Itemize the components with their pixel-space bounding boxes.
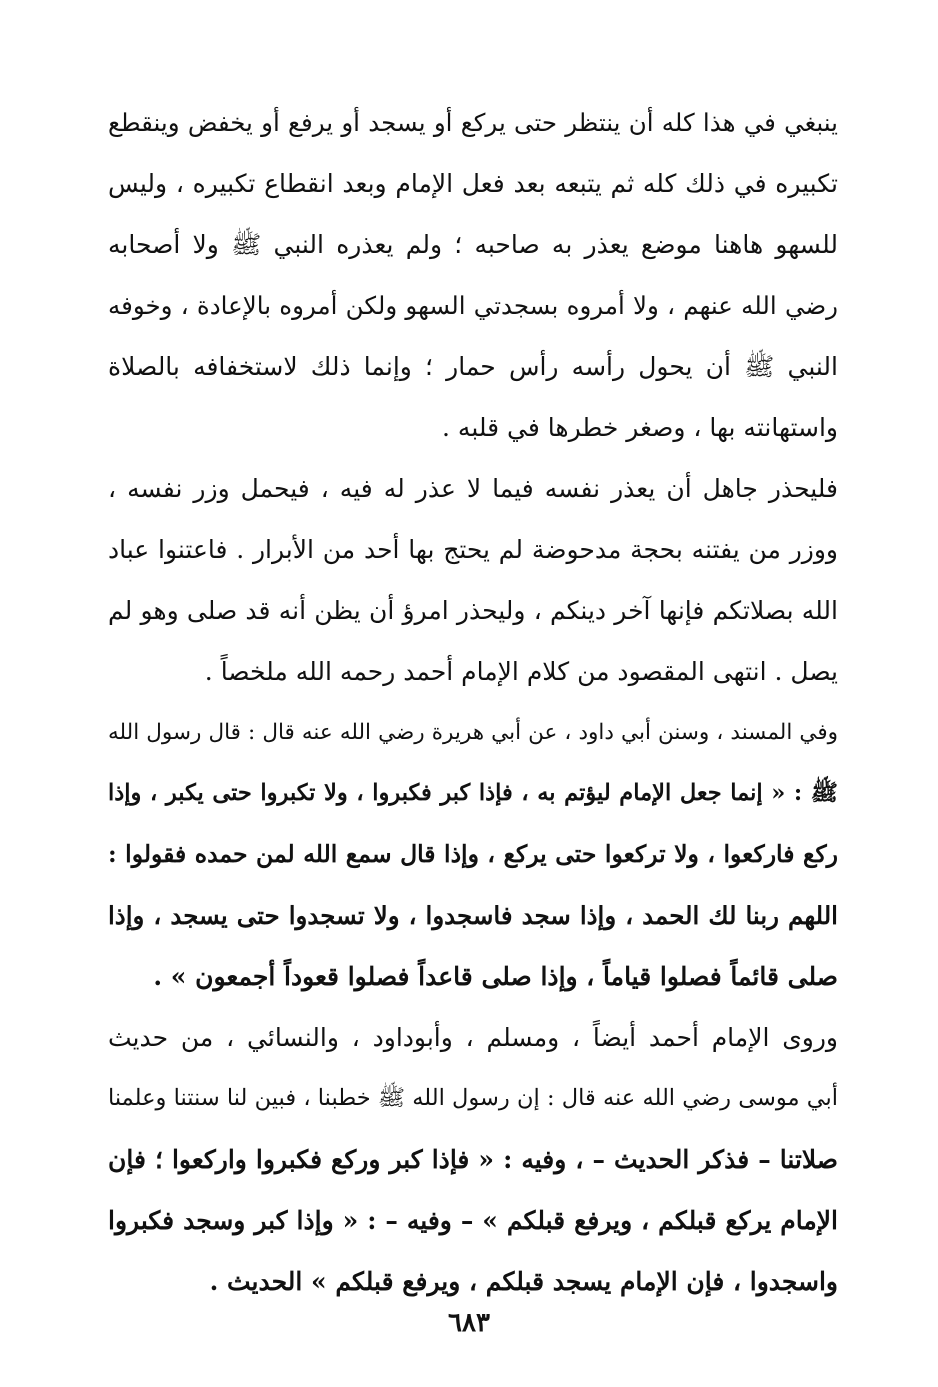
paragraph [108, 458, 838, 702]
text-line: ركع فاركعوا ، ولا تركعوا حتى يركع ، وإذا قال سمع الله لمن حمده فقولوا : [108, 840, 838, 868]
text-line: أبي موسى رضي الله عنه قال : إن رسول الله ﷺ خطبنا ، فبين لنا سنتنا وعلمنا [108, 1085, 838, 1111]
text-line: رضي الله عنهم ، ولا أمروه بسجدتي السهو ولكن أمروه بالإعادة ، وخوفه [108, 291, 838, 320]
text-line: الله بصلاتكم فإنها آخر دينكم ، وليحذر امرؤ أن يظن أنه قد صلى وهو لم [108, 596, 838, 625]
text-line: النبي ﷺ أن يحول رأسه رأس حمار ؛ وإنما ذلك لاستخفافه بالصلاة [108, 352, 838, 381]
text-line: الإمام يركع قبلكم ، ويرفع قبلكم » – وفيه – : « وإذا كبر وسجد فكبروا [108, 1206, 838, 1235]
text-line: اللهم ربنا لك الحمد ، وإذا سجد فاسجدوا ، ولا تسجدوا حتى يسجد ، وإذا [108, 901, 838, 930]
page-text [108, 92, 838, 1312]
paragraph [108, 1007, 838, 1312]
paragraph [108, 92, 838, 458]
text-line: صلى قائماً فصلوا قياماً ، وإذا صلى قاعداً فصلوا قعوداً أجمعون » . [153, 962, 838, 991]
text-line: وفي المسند ، وسنن أبي داود ، عن أبي هريرة رضي الله عنه قال : قال رسول الله [108, 720, 838, 745]
text-line: تكبيره في ذلك كله ثم يتبعه بعد فعل الإمام وبعد انقطاع تكبيره ، وليس [108, 169, 838, 198]
text-line: واستهانته بها ، وصغر خطرها في قلبه . [442, 413, 838, 442]
paragraph [108, 702, 838, 1007]
text-line: للسهو هاهنا موضع يعذر به صاحبه ؛ ولم يعذره النبي ﷺ ولا أصحابه [108, 230, 838, 259]
text-line: ينبغي في هذا كله أن ينتظر حتى يركع أو يسجد أو يرفع أو يخفض وينقطع [108, 108, 838, 137]
text-line: واسجدوا ، فإن الإمام يسجد قبلكم ، ويرفع قبلكم » الحديث . [209, 1267, 838, 1296]
text-line: فليحذر جاهل أن يعذر نفسه فيما لا عذر له فيه ، فيحمل وزر نفسه ، [108, 474, 838, 503]
text-line: وروى الإمام أحمد أيضاً ، ومسلم ، وأبوداود ، والنسائي ، من حديث [108, 1023, 838, 1052]
text-line: ووزر من يفتنه بحجة مدحوضة لم يحتج بها أحد من الأبرار . فاعتنوا عباد [108, 535, 838, 564]
text-line: صلاتنا – فذكر الحديث – ، وفيه : « فإذا كبر وركع فكبروا واركعوا ؛ فإن [108, 1145, 838, 1174]
text-line: يصل . انتهى المقصود من كلام الإمام أحمد رحمه الله ملخصاً . [204, 657, 838, 686]
text-line: ﷺ : « إنما جعل الإمام ليؤتم به ، فإذا كبر فكبروا ، ولا تكبروا حتى يكبر ، وإذا [108, 780, 838, 806]
page-number: ٦٨٣ [448, 1308, 490, 1338]
